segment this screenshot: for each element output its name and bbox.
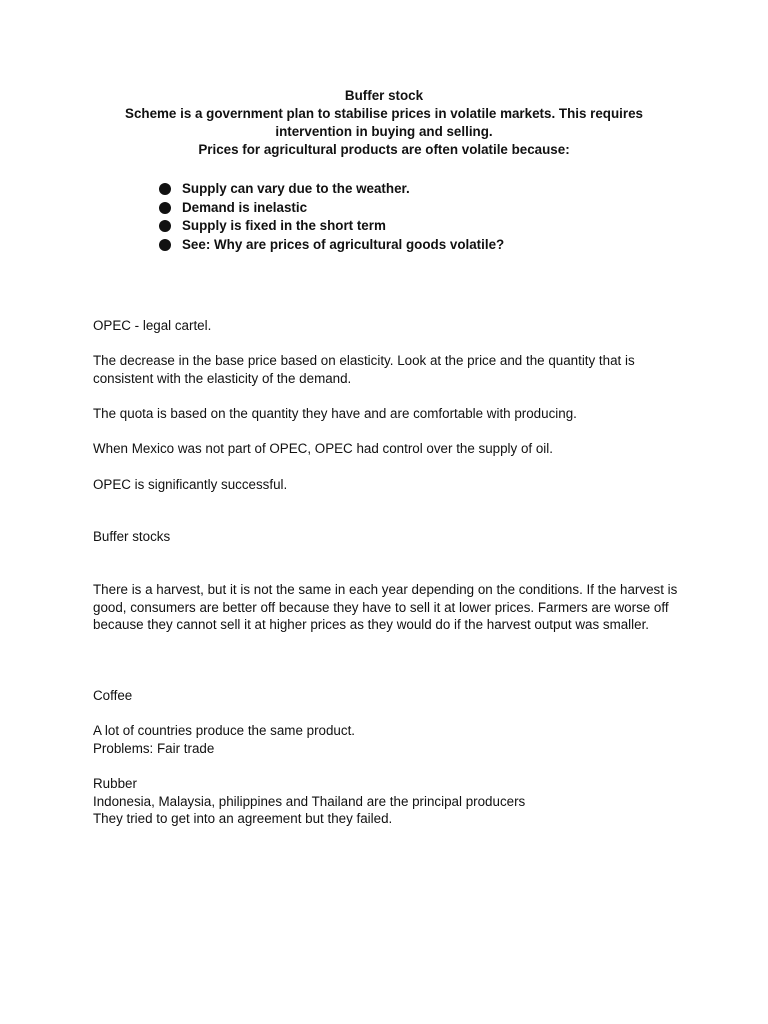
- coffee-notes: [93, 722, 683, 757]
- rubber-heading: Rubber: [93, 776, 137, 791]
- opec-paragraph-success: OPEC is significantly successful.: [93, 477, 288, 492]
- rubber-line: They tried to get into an agreement but they failed.: [93, 811, 393, 827]
- list-item: [158, 236, 504, 255]
- opec-paragraph-mexico: When Mexico was not part of OPEC, OPEC had control over the supply of oil.: [93, 441, 553, 456]
- document-header: [80, 87, 688, 159]
- rubber-notes: [93, 775, 683, 828]
- bullet-icon: [159, 202, 171, 214]
- list-item: [158, 180, 504, 199]
- bullet-icon: [159, 183, 171, 195]
- list-item-text: Supply can vary due to the weather.: [182, 181, 410, 196]
- opec-heading: OPEC - legal cartel.: [93, 318, 212, 333]
- coffee-line: A lot of countries produce the same product.: [93, 723, 356, 738]
- coffee-line: Problems: Fair trade: [93, 740, 215, 756]
- rubber-line: Indonesia, Malaysia, philippines and Thailand are the principal producers: [93, 793, 526, 809]
- opec-paragraph-quota: The quota is based on the quantity they have and are comfortable with producing.: [93, 406, 577, 421]
- header-line-3: Prices for agricultural products are often volatile because:: [198, 142, 570, 157]
- reasons-list: [158, 180, 504, 255]
- coffee-heading: Coffee: [93, 688, 133, 703]
- harvest-paragraph: There is a harvest, but it is not the same in each year depending on the conditions. If the harvest is good, consumers are better off because they have to sell it at lower prices. Farmers are worse off because they cannot sell it at higher prices as they would do if the harvest output was smaller.: [93, 582, 678, 633]
- list-item: [158, 217, 504, 236]
- header-line-2: intervention in buying and selling.: [275, 124, 493, 139]
- bullet-icon: [159, 220, 171, 232]
- bullet-icon: [159, 239, 171, 251]
- list-item-text: See: Why are prices of agricultural goods volatile?: [182, 237, 505, 253]
- list-item: [158, 199, 504, 218]
- buffer-stocks-heading: Buffer stocks: [93, 529, 171, 544]
- document-title: Buffer stock: [344, 88, 424, 103]
- opec-paragraph-elasticity: The decrease in the base price based on elasticity. Look at the price and the quantity that is consistent with the elasticity of the demand.: [93, 353, 635, 386]
- list-item-text: Supply is fixed in the short term: [182, 218, 386, 234]
- header-line-1: Scheme is a government plan to stabilise prices in volatile markets. This requires: [125, 106, 643, 121]
- list-item-text: Demand is inelastic: [182, 199, 308, 215]
